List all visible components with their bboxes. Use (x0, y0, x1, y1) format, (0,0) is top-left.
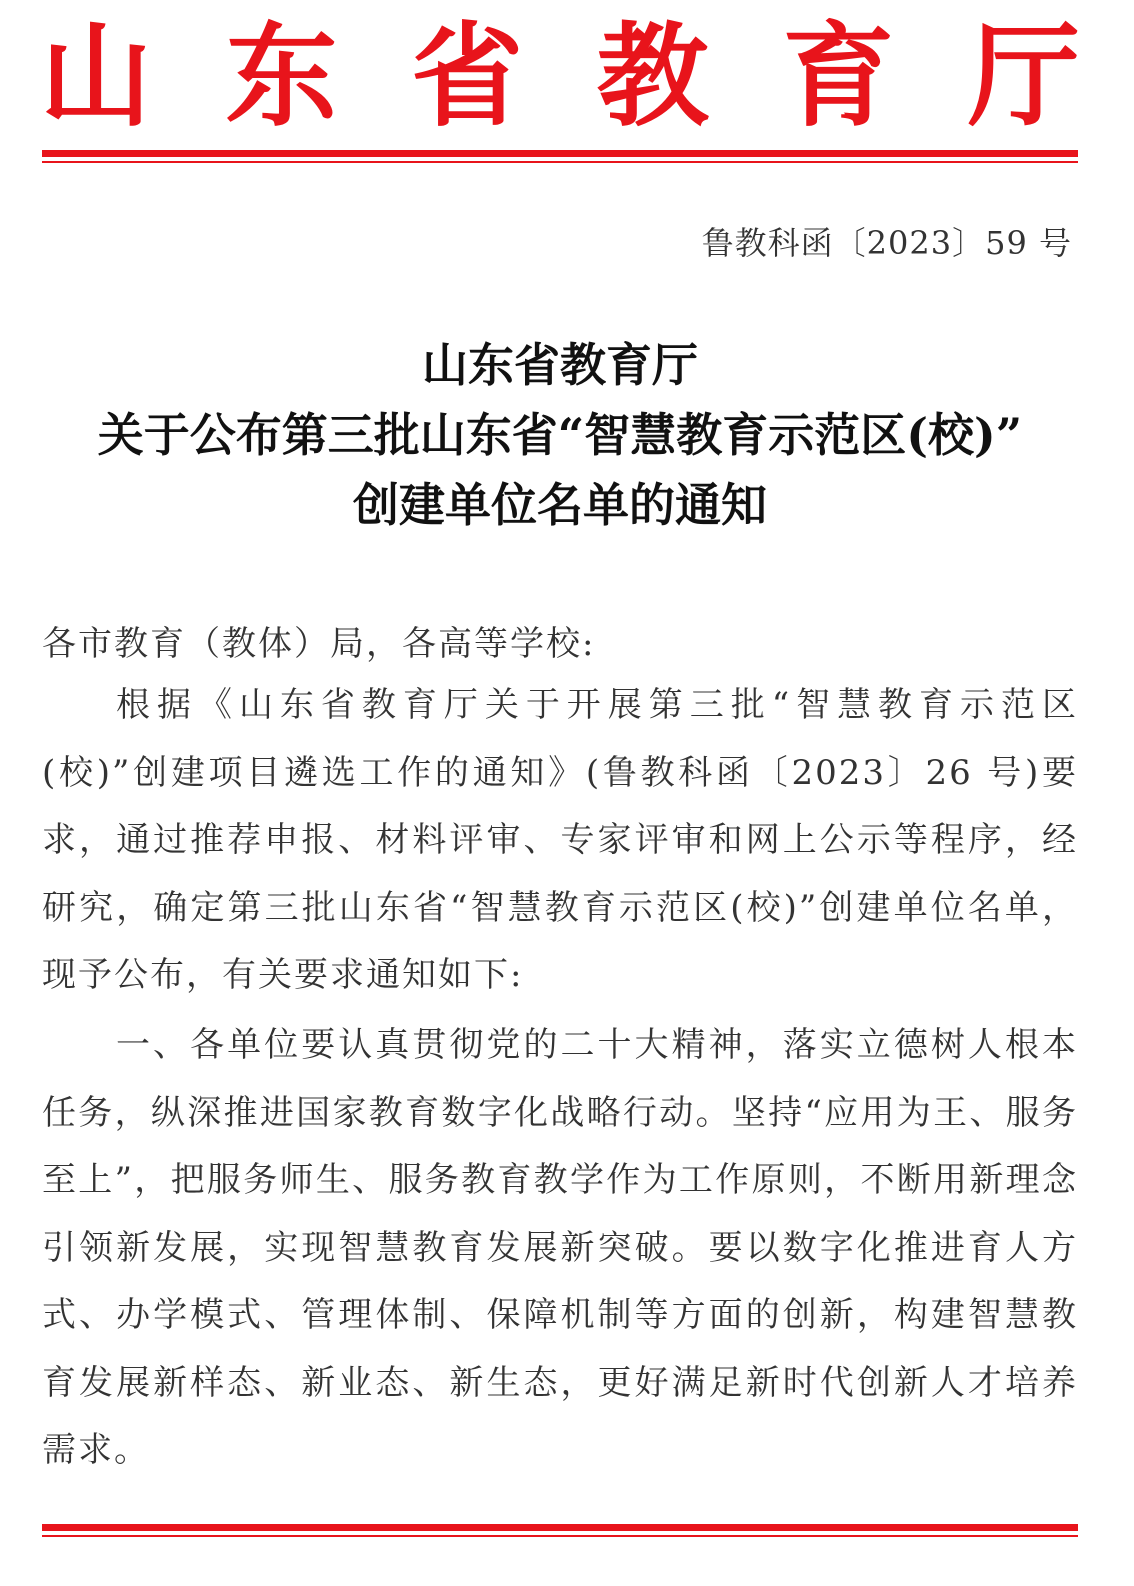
header-char: 省 (411, 11, 524, 142)
issuing-authority-header (40, 11, 1080, 142)
salutation: 各市教育（教体）局，各高等学校: (42, 624, 596, 664)
title-line-1: 山东省教育厅 (422, 338, 698, 392)
body-paragraph: 根据《山东省教育厅关于开展第三批“智慧教育示范区(校)”创建项目遴选工作的通知》(鲁教科函〔2023〕26 号)要求，通过推荐申报、材料评审、专家评审和网上公示等程序，经研究，确定第三批山东省“智慧教育示范区(校)”创建单位名单，现予公布，有关要求通知如下: (42, 685, 1078, 995)
body-paragraph: 一、各单位要认真贯彻党的二十大精神，落实立德树人根本任务，纵深推进国家教育数字化战略行动。坚持“应用为王、服务至上”，把服务师生、服务教育教学作为工作原则，不断用新理念引领新发展，实现智慧教育发展新突破。要以数字化推进育人方式、办学模式、管理体制、保障机制等方面的创新，构建智慧教育发展新样态、新业态、新生态，更好满足新时代创新人才培养需求。 (42, 1025, 1078, 1470)
footer-divider (42, 1524, 1078, 1537)
header-divider (42, 150, 1078, 163)
header-divider-thick (42, 150, 1078, 157)
header-char: 厅 (967, 11, 1080, 142)
title-line-2: 关于公布第三批山东省“智慧教育示范区(校)” (97, 408, 1023, 462)
document-number: 鲁教科函〔2023〕59 号 (701, 224, 1072, 262)
footer-divider-thick (42, 1524, 1078, 1531)
header-char: 教 (596, 11, 709, 142)
document-title (30, 330, 1090, 540)
header-char: 东 (225, 11, 338, 142)
header-char: 育 (782, 11, 895, 142)
title-line-3: 创建单位名单的通知 (353, 478, 767, 532)
header-divider-thin (42, 161, 1078, 163)
footer-divider-thin (42, 1535, 1078, 1537)
header-char: 山 (40, 11, 152, 142)
